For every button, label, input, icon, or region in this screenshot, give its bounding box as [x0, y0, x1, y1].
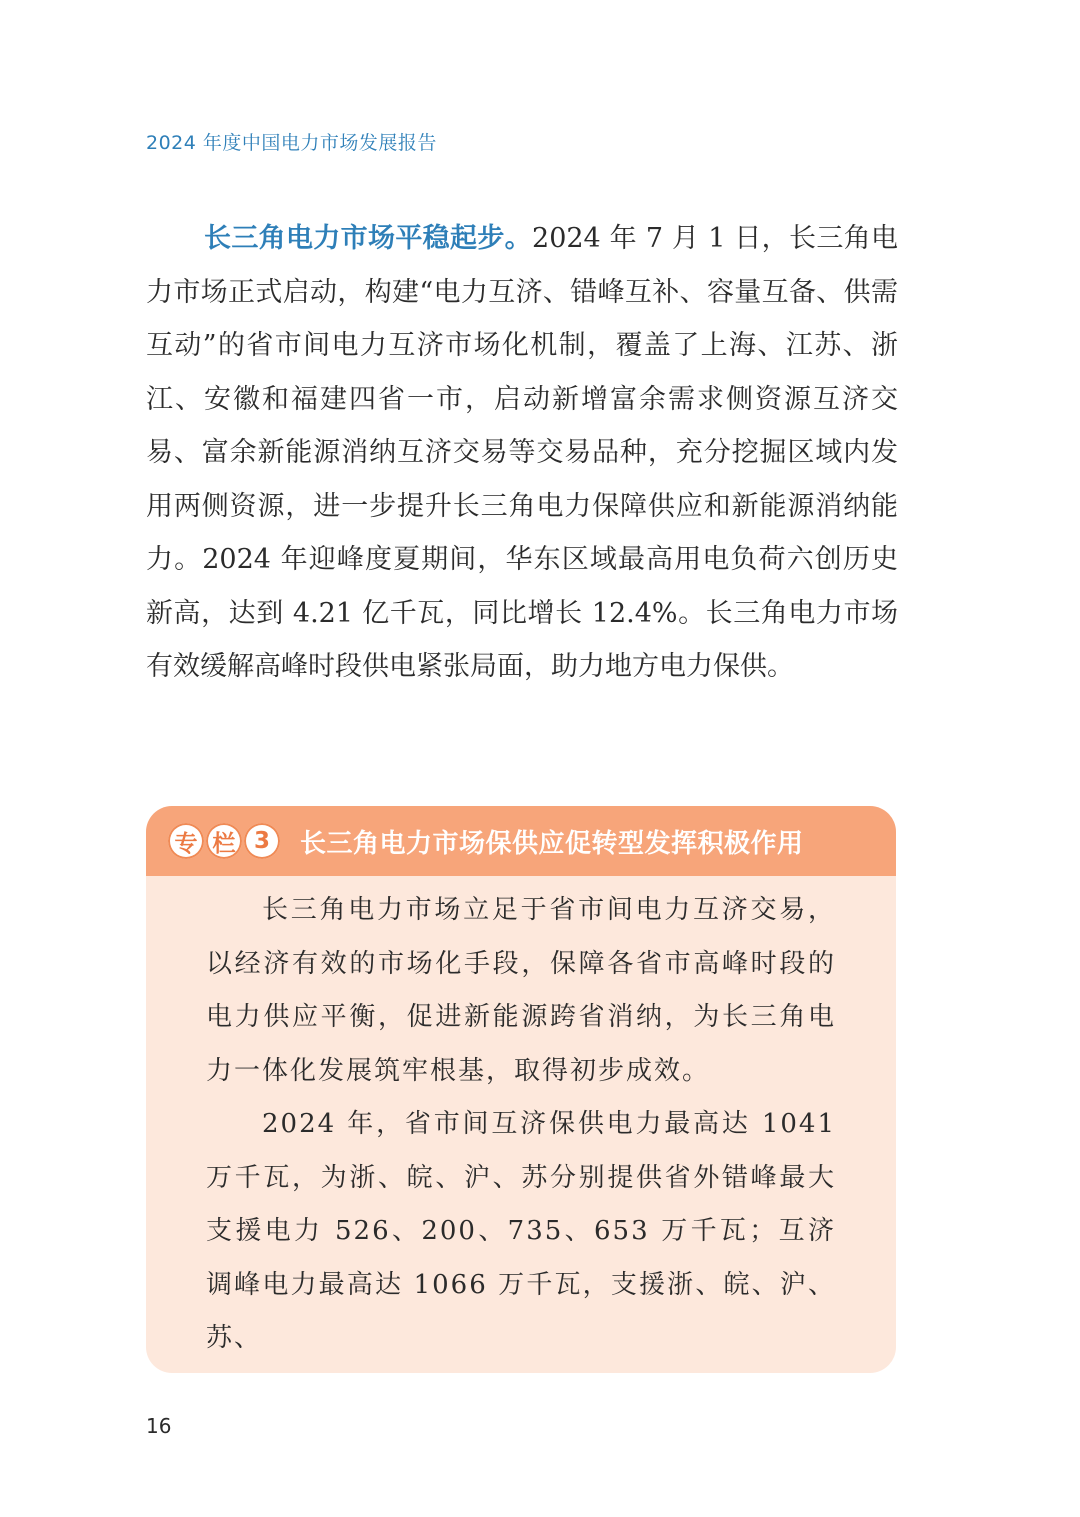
column-box — [146, 806, 896, 1373]
column-badge-number: 3 — [244, 823, 280, 859]
column-box-header — [146, 806, 896, 876]
column-badge-char: 专 — [168, 823, 204, 859]
page-number: 16 — [146, 1414, 172, 1438]
column-box-title: 长三角电力市场保供应促转型发挥积极作用 — [300, 828, 804, 859]
running-header: 2024 年度中国电力市场发展报告 — [146, 132, 437, 154]
column-box-body — [146, 876, 896, 1366]
column-badge-char: 栏 — [206, 823, 242, 859]
lead-heading: 长三角电力市场平稳起步。 — [204, 223, 533, 254]
column-paragraph: 2024 年，省市间互济保供电力最高达 1041 万千瓦，为浙、皖、沪、苏分别提供省外错峰最大支援电力 526、200、735、653 万千瓦；互济调峰电力最高达 1066 万千瓦，支援浙、皖、沪、苏、 — [206, 1109, 836, 1353]
body-paragraph-text: 2024 年 7 月 1 日，长三角电力市场正式启动，构建“电力互济、错峰互补、容量互备、供需互动”的省市间电力互济市场化机制，覆盖了上海、江苏、浙江、安徽和福建四省一市，启动新增富余需求侧资源互济交易、富余新能源消纳互济交易等交易品种，充分挖掘区域内发用两侧资源，进一步提升长三角电力保障供应和新能源消纳能力。2024 年迎峰度夏期间，华东区域最高用电负荷六创历史新高，达到 4.21 亿千瓦，同比增长 12.4%。长三角电力市场有效缓解高峰时段供电紧张局面，助力地方电力保供。 — [146, 223, 899, 682]
column-paragraph: 长三角电力市场立足于省市间电力互济交易，以经济有效的市场化手段，保障各省市高峰时段的电力供应平衡，促进新能源跨省消纳，为长三角电力一体化发展筑牢根基，取得初步成效。 — [206, 895, 836, 1086]
body-paragraph — [146, 212, 898, 694]
column-badge — [168, 823, 282, 859]
